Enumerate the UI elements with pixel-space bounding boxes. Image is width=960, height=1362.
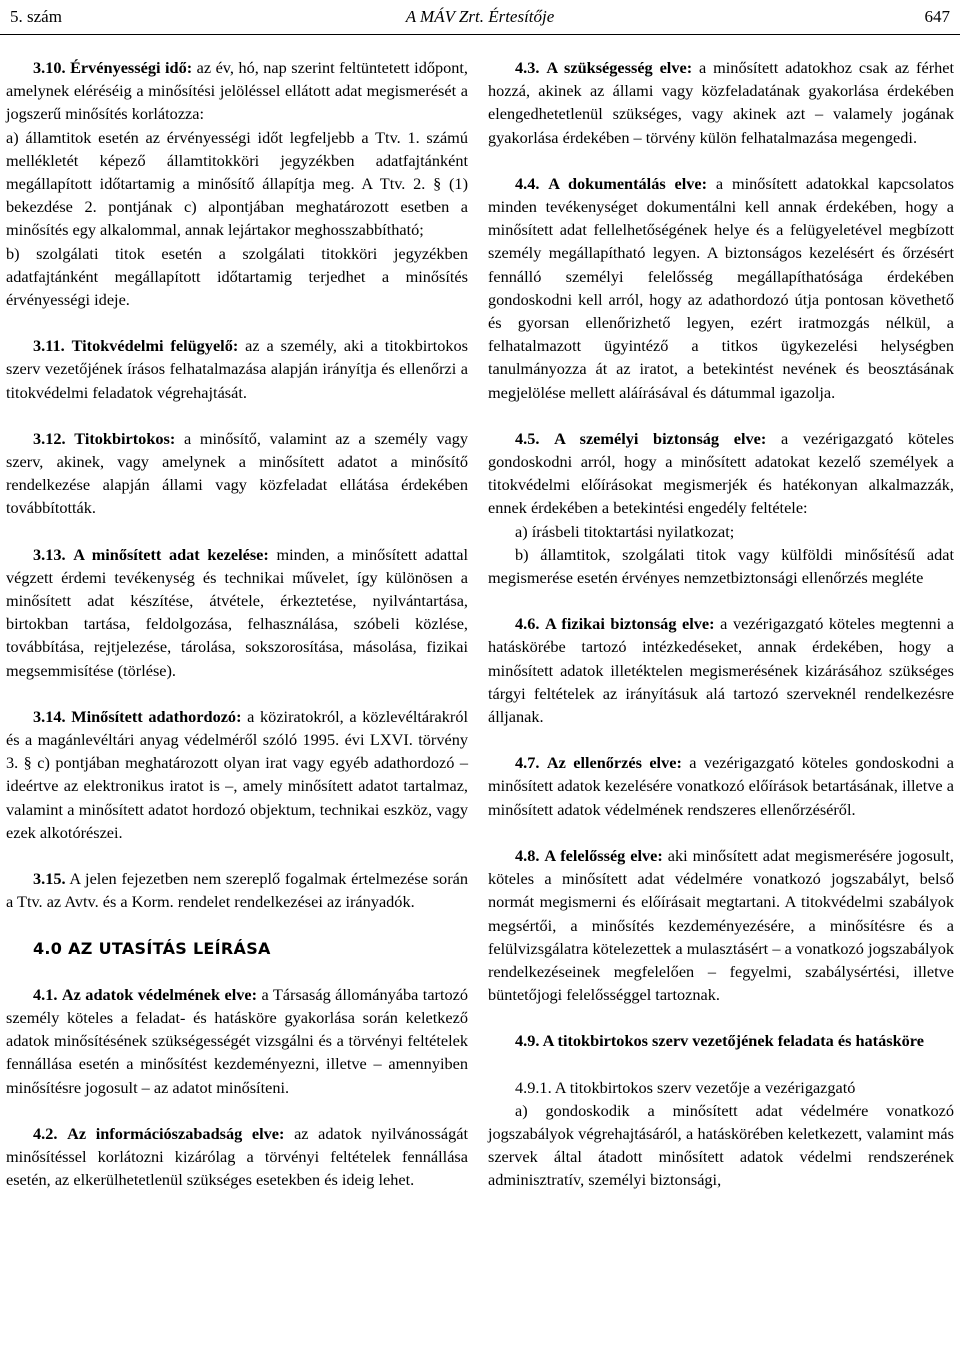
- list-item-a: a) gondoskodik a minősített adat védelmére vonatkozó jogszabályok végrehajtásáról, a hatáskörében keletkezett, valamint más szervek által átadott minősített adatok védelmi rendszerének adminisztratív, személyi biztonsági,: [488, 1100, 954, 1190]
- paragraph-text: az adatok nyilvánosságát minősítéssel korlátozni kizárólag a törvényi feltételek fennállása esetén, az elkerülhetetlenül szükséges esetekben és ideig lehet.: [6, 1123, 468, 1190]
- list-item-a: a) írásbeli titoktartási nyilatkozat;: [515, 521, 735, 541]
- paragraph-number: 3.11.: [33, 336, 65, 356]
- term-heading: A dokumentálás elve:: [548, 173, 708, 193]
- paragraph-4-2: [6, 1122, 468, 1192]
- paragraph-number: 3.10.: [33, 58, 66, 77]
- section-heading: 4.0 AZ UTASÍTÁS LEÍRÁSA: [33, 938, 271, 958]
- paragraph-text: a köziratokról, a közlevéltárakról és a magánlevéltári anyag védelméről szóló 1995. évi LXVI. törvény 3. § c) pontjában meghatározott olyan irat vagy egyéb adathordozó – ideértve az elektronikus iratot is –, amely minősített adatot tartalmaz, valamint a minősített adatot hordozó objektum, technikai eszköz, vagy ezek alkotórészei.: [6, 706, 469, 842]
- paragraph-text: a minősített adatokhoz csak az férhet hozzá, akinek az állami vagy közfeladatának gyakorlása érdekében elengedhetetlenül szükséges, vagy akinek azt – valamely jogának gyakorlása érdekében – törvény külön felhatalmazása megengedi.: [488, 58, 955, 147]
- paragraph-3-14: [6, 705, 468, 844]
- paragraph-number: 4.9.1.: [515, 1077, 552, 1097]
- list-item-a: a) államtitok esetén az érvényességi időt legfeljebb a Ttv. 1. számú mellékletét képező államtitokköri jegyzékben adatfajtánként megállapított időtartamig a minősítő állapítja meg. A Ttv. 2. § (1) bekezdése 2. pontjának c) alpontjában meghatározott esetben a minősítés egy alkalommal, annak lejártakor meghosszabbítható;: [6, 127, 468, 240]
- paragraph-number: 4.2.: [33, 1123, 58, 1143]
- paragraph-number: 4.4.: [515, 173, 540, 193]
- paragraph-text: az a személy, aki a titokbirtokos szerv vezetőjének írásos felhatalmazása alapján irányítja és ellenőrzi a titokvédelmi feladatok végrehajtását.: [6, 336, 469, 402]
- term-heading: A felelősség elve:: [544, 845, 663, 865]
- paragraph-4-6: [488, 612, 954, 728]
- page-number: 647: [924, 7, 950, 26]
- paragraph-text: az év, hó, nap szerint feltüntetett időpont, amelynek eléréséig a minősítési jelöléssel ellátott adat megismerését a jogszerű minősítés korlátozza:: [6, 58, 468, 124]
- paragraph-number: 3.12.: [33, 428, 66, 448]
- term-heading: Az adatok védelmének elve:: [61, 984, 258, 1004]
- term-heading: A minősített adat kezelése:: [73, 544, 269, 564]
- list-item-b: b) államtitok, szolgálati titok vagy külföldi minősítésű adat megismerése esetén érvényes nemzetbiztonsági ellenőrzés megléte: [488, 544, 954, 588]
- paragraph-text: a vezérigazgató köteles gondoskodni arról, hogy a minősített adatokat kezelő személyek a titokvédelmi előírásokat megismerjék és hatékonyan alkalmazzák, ennek érdekében a betekintési engedély feltétele:: [488, 428, 954, 518]
- paragraph-3-12: [6, 427, 468, 520]
- term-heading: Titokbirtokos:: [74, 428, 176, 448]
- paragraph-number: 4.1.: [33, 984, 58, 1004]
- paragraph-number: 3.13.: [33, 544, 66, 564]
- page-header: [10, 6, 950, 32]
- paragraph-text: a minősítő, valamint az a személy vagy szerv, akinek, vagy amelynek a minősített adatot a minősítő rendelkezése alapján állami vagy közfeladat ellátása érdekében továbbították.: [6, 428, 468, 518]
- paragraph-3-15: [6, 867, 468, 913]
- paragraph-text: a vezérigazgató köteles megtenni a hatáskörébe tartozó intézkedéseket, annak érdekében, hogy a minősített adatok illetéktelen megismerésének kizárásához szükséges tárgyi feltételek az irányításuk alá tartozó szerveknél rendelkezésre álljanak.: [488, 614, 954, 727]
- term-heading: A szükségesség elve:: [546, 58, 693, 77]
- paragraph-4-8: [488, 844, 954, 1006]
- paragraph-text: a Társaság állományába tartozó személy köteles a feladat- és hatásköre gyakorlása során keletkező adatok minősítésének szükségességét vizsgálni és a törvényi feltételek fennállása esetén a minősítést kezdeményezni, illetve – amennyiben minősítésre jogosult – az adatot minősíteni.: [6, 984, 468, 1097]
- paragraph-text: a minősített adatokkal kapcsolatos minden tevékenységet dokumentálni kell annak érdekében, hogy a minősített adat fellelhetőségének helye és a felügyeletével megbízott személy megállapítható legyen. A biztonságos kezelésért és őrzésért fennálló személyi felelősség megállapíthatósága érdekében gondoskodni kell arról, hogy az adathordozó útja pontosan követhető és gyorsan ellenőrizhető legyen, ezért iratmozgás nélkül, a felhatalmazott ügyintéző a titkos ügykezelési helységben tanulmányozza át az iratot, a betekintést nevének és beosztásának megjelölése mellett aláírásával és dátummal igazolja.: [488, 173, 954, 402]
- term-heading: Érvényességi idő:: [70, 58, 193, 77]
- issue-number: 5. szám: [10, 7, 62, 26]
- list-item-b: b) szolgálati titok esetén a szolgálati titokköri jegyzékben adatfajtánként megállapított időtartamig terjedhet a minősítés érvényességi ideje.: [6, 243, 468, 310]
- paragraph-3-11: [6, 334, 468, 404]
- right-column: [488, 56, 954, 1192]
- term-heading: A fizikai biztonság elve:: [545, 614, 715, 634]
- paragraph-text: aki minősített adat megismerésére jogosult, köteles a minősített adat védelmére vonatkozó jogszabályt, belső normát megismerni és előírásait megtartani. A titokvédelmi szabályok megsértői, a minősítés kezdeményezésére, a minősítésre és a felülvizsgálatra kötelezettek a mulasztásért – a vonatkozó jogszabályok rendelkezéseinek megfelelően – fegyelmi, szabálysértési, illetve büntetőjogi felelősséggel tartoznak.: [488, 845, 954, 1005]
- paragraph-3-13: [6, 543, 468, 682]
- header-divider: [0, 34, 960, 35]
- paragraph-number: 4.8.: [515, 845, 540, 865]
- paragraph-number: 4.5.: [515, 428, 540, 448]
- term-heading: A személyi biztonság elve:: [554, 428, 767, 448]
- journal-title: A MÁV Zrt. Értesítője: [405, 7, 555, 26]
- paragraph-number: 4.6.: [515, 614, 540, 634]
- paragraph-number: 3.14.: [33, 706, 66, 726]
- paragraph-number: 3.15.: [33, 869, 66, 889]
- paragraph-text: A jelen fejezetben nem szereplő fogalmak értelmezése során a Ttv. az Avtv. és a Korm. rendelet rendelkezései az irányadók.: [6, 869, 468, 912]
- paragraph-text: a vezérigazgató köteles gondoskodni a minősített adatok kezelésére vonatkozó előírások betartásának, illetve a minősített adatok védelmének rendszeres ellenőrzéséről.: [488, 753, 954, 819]
- left-column: [6, 56, 468, 1191]
- subsection-heading-4-9: 4.9. A titokbirtokos szerv vezetőjének feladata és hatásköre: [515, 1031, 924, 1051]
- paragraph-number: 4.3.: [515, 58, 540, 77]
- paragraph-4-7: [488, 751, 954, 821]
- term-heading: Az információszabadság elve:: [67, 1123, 285, 1143]
- paragraph-3-10: [6, 56, 468, 126]
- paragraph-4-1: [6, 983, 468, 1099]
- paragraph-number: 4.7.: [515, 753, 540, 773]
- paragraph-4-4: [488, 172, 954, 404]
- paragraph-4-5: [488, 427, 954, 520]
- paragraph-4-9-1: [488, 1076, 954, 1099]
- paragraph-text: A titokbirtokos szerv vezetője a vezérigazgató: [551, 1077, 856, 1097]
- paragraph-4-3: [488, 56, 954, 149]
- term-heading: Minősített adathordozó:: [71, 706, 242, 726]
- term-heading: Titokvédelmi felügyelő:: [71, 336, 239, 356]
- term-heading: Az ellenőrzés elve:: [546, 753, 682, 773]
- paragraph-text: minden, a minősített adattal végzett érdemi tevékenység és technikai művelet, így különösen a minősített adat készítése, átvétele, érkeztetése, nyilvántartása, birtokban tartása, feldolgozása, felhasználása, szóbeli közlése, továbbítása, rejtjelezése, tárolása, sokszorosítása, másolása, fizikai megsemmisítése (törlése).: [6, 544, 468, 680]
